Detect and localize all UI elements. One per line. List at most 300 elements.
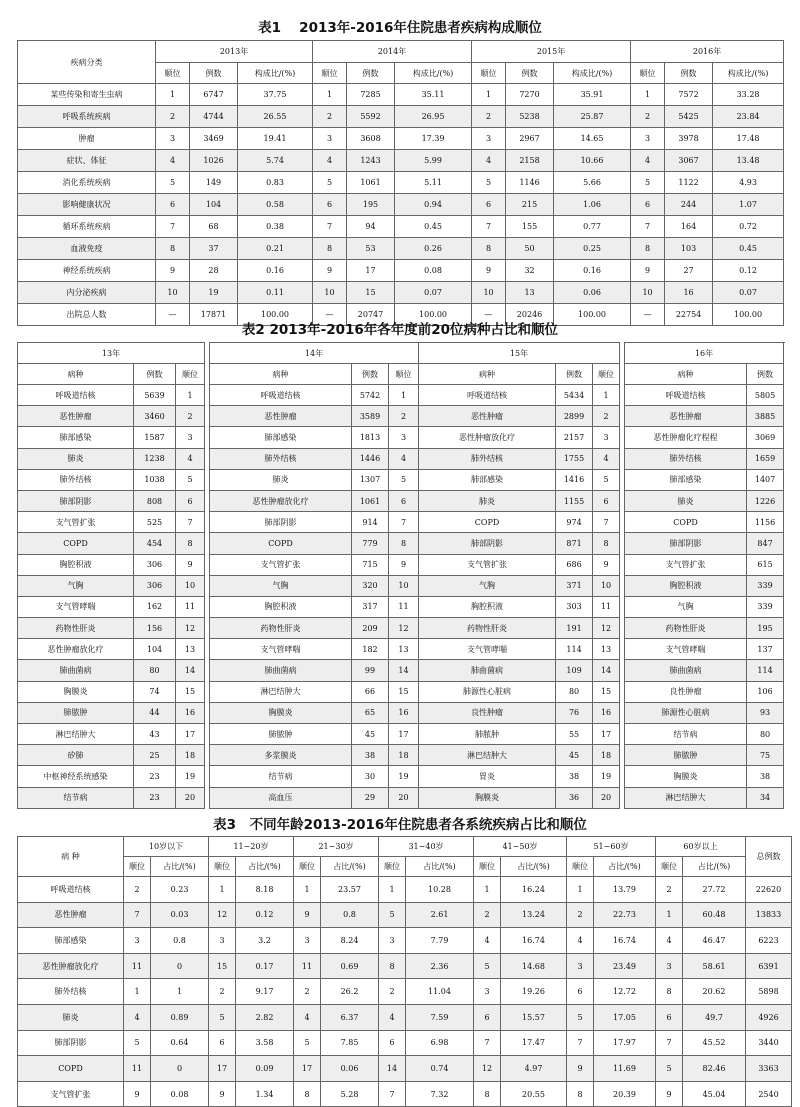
sub-header: 顺位 — [209, 857, 236, 877]
value-cell: 109 — [556, 660, 593, 681]
value-cell: 20 — [593, 787, 620, 808]
value-cell: 339 — [747, 596, 784, 617]
value-cell: 1146 — [506, 172, 554, 194]
value-cell: 0.74 — [406, 1056, 474, 1082]
value-cell: 49.7 — [683, 1004, 746, 1030]
value-cell: 10 — [593, 575, 620, 596]
disease-cell: 肺部感染 — [18, 427, 134, 448]
value-cell: 17.39 — [395, 128, 472, 150]
value-cell: 10.28 — [406, 877, 474, 903]
value-cell: 23.49 — [594, 953, 656, 979]
value-cell: 20 — [389, 787, 419, 808]
value-cell: 7 — [567, 1030, 594, 1056]
value-cell: 4926 — [746, 1004, 792, 1030]
value-cell: 2 — [379, 979, 406, 1005]
value-cell: 8 — [156, 238, 190, 260]
value-cell: 0.58 — [238, 194, 313, 216]
value-cell: 9 — [389, 554, 419, 575]
value-cell: 18 — [389, 745, 419, 766]
value-cell: 0.16 — [238, 260, 313, 282]
value-cell: 17.47 — [501, 1030, 567, 1056]
value-cell: 8.24 — [321, 928, 379, 954]
value-cell: 1 — [313, 84, 347, 106]
value-cell: 0.8 — [151, 928, 209, 954]
value-cell: 2 — [567, 902, 594, 928]
value-cell: 103 — [665, 238, 713, 260]
value-cell: 5 — [313, 172, 347, 194]
value-cell: 14 — [389, 660, 419, 681]
value-cell: 0.72 — [713, 216, 784, 238]
disease-cell: 支气管哮喘 — [18, 596, 134, 617]
value-cell: 0.38 — [238, 216, 313, 238]
value-cell: 12 — [389, 618, 419, 639]
table-row — [18, 1030, 792, 1056]
value-cell: 19.26 — [501, 979, 567, 1005]
value-cell: 5 — [294, 1030, 321, 1056]
value-cell: 2158 — [506, 150, 554, 172]
table-row — [18, 150, 784, 172]
value-cell: 2 — [656, 877, 683, 903]
value-cell: 9 — [209, 1081, 236, 1107]
value-cell: 4 — [389, 448, 419, 469]
disease-cell: 胸腔积液 — [18, 554, 134, 575]
value-cell: 38 — [747, 766, 784, 787]
disease-cell: 肺曲菌病 — [625, 660, 747, 681]
disease-cell: 呼吸道结核 — [210, 385, 352, 406]
value-cell: 5 — [156, 172, 190, 194]
value-cell: 7 — [313, 216, 347, 238]
value-cell: — — [472, 304, 506, 326]
value-cell: 16.24 — [501, 877, 567, 903]
value-cell: 8 — [567, 1081, 594, 1107]
disease-cell: 肺曲菌病 — [419, 660, 556, 681]
value-cell: 19 — [190, 282, 238, 304]
age-group-header: 21~30岁 — [294, 837, 379, 857]
value-cell: 9 — [472, 260, 506, 282]
value-cell: 11 — [593, 596, 620, 617]
value-cell: 22754 — [665, 304, 713, 326]
value-cell: 27.72 — [683, 877, 746, 903]
table-row — [18, 172, 784, 194]
disease-cell: 胸膜炎 — [419, 787, 556, 808]
value-cell: 6 — [474, 1004, 501, 1030]
category-cell: 出院总人数 — [18, 304, 156, 326]
disease-cell: 肺源性心脏病 — [625, 702, 747, 723]
disease-cell: 气胸 — [419, 575, 556, 596]
value-cell: 5 — [124, 1030, 151, 1056]
sub-header: 病种 — [625, 364, 747, 385]
table-row — [18, 216, 784, 238]
value-cell: 3.58 — [236, 1030, 294, 1056]
value-cell: 4 — [567, 928, 594, 954]
value-cell: 25 — [134, 745, 176, 766]
disease-cell: 恶性肿瘤化疗程程 — [625, 427, 747, 448]
value-cell: 82.46 — [683, 1056, 746, 1082]
value-cell: 11 — [176, 596, 205, 617]
value-cell: 9.17 — [236, 979, 294, 1005]
value-cell: 371 — [556, 575, 593, 596]
value-cell: 6391 — [746, 953, 792, 979]
value-cell: 17 — [294, 1056, 321, 1082]
value-cell: 15 — [389, 681, 419, 702]
value-cell: 2899 — [556, 406, 593, 427]
value-cell: — — [313, 304, 347, 326]
value-cell: 7 — [656, 1030, 683, 1056]
disease-cell: 肺炎 — [18, 448, 134, 469]
value-cell: 7 — [472, 216, 506, 238]
disease-cell: 恶性肿瘤 — [210, 406, 352, 427]
value-cell: 65 — [352, 702, 389, 723]
value-cell: 9 — [593, 554, 620, 575]
value-cell: 17 — [389, 724, 419, 745]
value-cell: 3 — [472, 128, 506, 150]
table-row — [18, 660, 784, 681]
table-row — [18, 448, 784, 469]
sub-header: 顺位 — [593, 364, 620, 385]
value-cell: 209 — [352, 618, 389, 639]
value-cell: 6 — [631, 194, 665, 216]
value-cell: 66 — [352, 681, 389, 702]
value-cell: 5.74 — [238, 150, 313, 172]
value-cell: 34 — [747, 787, 784, 808]
value-cell: 164 — [665, 216, 713, 238]
value-cell: 0.45 — [713, 238, 784, 260]
value-cell: 3 — [389, 427, 419, 448]
value-cell: 43 — [134, 724, 176, 745]
value-cell: 3978 — [665, 128, 713, 150]
value-cell: 2 — [176, 406, 205, 427]
value-cell: 50 — [506, 238, 554, 260]
value-cell: 1026 — [190, 150, 238, 172]
value-cell: 14 — [176, 660, 205, 681]
table2-caption: 表2 2013年-2016年各年度前20位病种占比和顺位 — [0, 321, 800, 339]
value-cell: 5 — [631, 172, 665, 194]
sub-header: 病种 — [18, 364, 134, 385]
value-cell: 0.89 — [151, 1004, 209, 1030]
sub-header: 顺位 — [631, 63, 665, 84]
value-cell: 974 — [556, 512, 593, 533]
value-cell: 10 — [156, 282, 190, 304]
value-cell: 0.17 — [236, 953, 294, 979]
value-cell: 17 — [176, 724, 205, 745]
value-cell: 14 — [593, 660, 620, 681]
value-cell: 9 — [656, 1081, 683, 1107]
value-cell: 80 — [556, 681, 593, 702]
disease-cell: 肺部阴影 — [210, 512, 352, 533]
value-cell: 28 — [190, 260, 238, 282]
sub-header: 占比/(%) — [594, 857, 656, 877]
value-cell: 1.34 — [236, 1081, 294, 1107]
disease-cell: 肺部感染 — [210, 427, 352, 448]
value-cell: 0.64 — [151, 1030, 209, 1056]
age-group-header: 51~60岁 — [567, 837, 656, 857]
value-cell: 5805 — [747, 385, 784, 406]
value-cell: 1 — [209, 877, 236, 903]
disease-cell: 支气管扩张 — [18, 1081, 124, 1107]
age-group-header: 41~50岁 — [474, 837, 567, 857]
value-cell: 16 — [176, 702, 205, 723]
sub-header: 占比/(%) — [683, 857, 746, 877]
disease-cell: 肺部阴影 — [419, 533, 556, 554]
value-cell: 13 — [176, 639, 205, 660]
value-cell: 2 — [209, 979, 236, 1005]
value-cell: 16.74 — [594, 928, 656, 954]
value-cell: 55 — [556, 724, 593, 745]
value-cell: 6 — [656, 1004, 683, 1030]
value-cell: 6 — [176, 490, 205, 511]
value-cell: 3885 — [747, 406, 784, 427]
value-cell: 2 — [294, 979, 321, 1005]
value-cell: 14.65 — [554, 128, 631, 150]
category-cell: 神经系统疾病 — [18, 260, 156, 282]
value-cell: 100.00 — [395, 304, 472, 326]
value-cell: 17 — [209, 1056, 236, 1082]
disease-cell: 矽肺 — [18, 745, 134, 766]
disease-cell: 肺外结核 — [210, 448, 352, 469]
value-cell: 137 — [747, 639, 784, 660]
value-cell: 100.00 — [713, 304, 784, 326]
value-cell: 3 — [593, 427, 620, 448]
value-cell: 1.06 — [554, 194, 631, 216]
value-cell: 106 — [747, 681, 784, 702]
disease-cell: 淋巴结肿大 — [18, 724, 134, 745]
value-cell: 13 — [389, 639, 419, 660]
value-cell: 1 — [151, 979, 209, 1005]
value-cell: 4 — [379, 1004, 406, 1030]
disease-cell: 结节病 — [18, 787, 134, 808]
disease-cell: 药物性肝炎 — [18, 618, 134, 639]
value-cell: 11 — [389, 596, 419, 617]
category-header: 疾病分类 — [18, 41, 156, 84]
sub-header: 占比/(%) — [151, 857, 209, 877]
value-cell: 4 — [631, 150, 665, 172]
value-cell: 191 — [556, 618, 593, 639]
year-header: 2013年 — [156, 41, 313, 63]
disease-cell: 恶性肿瘤 — [18, 406, 134, 427]
value-cell: 1 — [656, 902, 683, 928]
value-cell: 93 — [747, 702, 784, 723]
value-cell: 8 — [656, 979, 683, 1005]
value-cell: 195 — [747, 618, 784, 639]
value-cell: 1122 — [665, 172, 713, 194]
total-header: 总例数 — [746, 837, 792, 877]
disease-cell: 呼吸道结核 — [18, 385, 134, 406]
value-cell: 17.48 — [713, 128, 784, 150]
disease-cell: 肺炎 — [625, 490, 747, 511]
value-cell: 1 — [631, 84, 665, 106]
value-cell: 1446 — [352, 448, 389, 469]
value-cell: 4 — [124, 1004, 151, 1030]
disease-cell: 中枢神经系统感染 — [18, 766, 134, 787]
disease-cell: COPD — [210, 533, 352, 554]
value-cell: 100.00 — [554, 304, 631, 326]
table-row — [18, 575, 784, 596]
value-cell: 18 — [593, 745, 620, 766]
disease-cell: 药物性肝炎 — [210, 618, 352, 639]
disease-cell: 恶性肿瘤放化疗 — [18, 953, 124, 979]
value-cell: 5.11 — [395, 172, 472, 194]
value-cell: 5.66 — [554, 172, 631, 194]
value-cell: 6223 — [746, 928, 792, 954]
disease-cell: 肺部感染 — [18, 928, 124, 954]
disease-cell: 肺部阴影 — [18, 1030, 124, 1056]
value-cell: 8 — [389, 533, 419, 554]
value-cell: 320 — [352, 575, 389, 596]
value-cell: 26.2 — [321, 979, 379, 1005]
value-cell: 6.37 — [321, 1004, 379, 1030]
value-cell: 3 — [294, 928, 321, 954]
disease-cell: 呼吸道结核 — [419, 385, 556, 406]
value-cell: 1 — [567, 877, 594, 903]
value-cell: 6 — [389, 490, 419, 511]
value-cell: 454 — [134, 533, 176, 554]
category-cell: 呼吸系统疾病 — [18, 106, 156, 128]
value-cell: 15.57 — [501, 1004, 567, 1030]
value-cell: 14 — [379, 1056, 406, 1082]
sub-header: 构成比/(%) — [395, 63, 472, 84]
category-cell: 症状、体征 — [18, 150, 156, 172]
value-cell: 686 — [556, 554, 593, 575]
value-cell: 7 — [379, 1081, 406, 1107]
disease-cell: 高血压 — [210, 787, 352, 808]
value-cell: 5 — [593, 469, 620, 490]
value-cell: 5 — [472, 172, 506, 194]
value-cell: 0.11 — [238, 282, 313, 304]
value-cell: 1 — [472, 84, 506, 106]
value-cell: 17 — [347, 260, 395, 282]
sub-header: 顺位 — [379, 857, 406, 877]
value-cell: 1061 — [352, 490, 389, 511]
sub-header: 顺位 — [176, 364, 205, 385]
value-cell: 27 — [665, 260, 713, 282]
value-cell: 3440 — [746, 1030, 792, 1056]
value-cell: 14.68 — [501, 953, 567, 979]
top20-diseases-table — [17, 342, 784, 809]
disease-cell: 肺脓肿 — [210, 724, 352, 745]
value-cell: 94 — [347, 216, 395, 238]
sub-header: 占比/(%) — [501, 857, 567, 877]
value-cell: 29 — [352, 787, 389, 808]
value-cell: 7270 — [506, 84, 554, 106]
disease-cell: 结节病 — [210, 766, 352, 787]
value-cell: 5434 — [556, 385, 593, 406]
value-cell: 4 — [593, 448, 620, 469]
table-row — [18, 596, 784, 617]
value-cell: 17871 — [190, 304, 238, 326]
value-cell: 1061 — [347, 172, 395, 194]
value-cell: 0.12 — [713, 260, 784, 282]
category-cell: 内分泌疾病 — [18, 282, 156, 304]
value-cell: — — [156, 304, 190, 326]
year-header: 14年 — [210, 343, 419, 364]
category-cell: 循环系统疾病 — [18, 216, 156, 238]
value-cell: 7 — [156, 216, 190, 238]
value-cell: 6 — [472, 194, 506, 216]
value-cell: 162 — [134, 596, 176, 617]
age-group-header: 11~20岁 — [209, 837, 294, 857]
table-row — [18, 106, 784, 128]
value-cell: 5 — [379, 902, 406, 928]
value-cell: 10 — [313, 282, 347, 304]
value-cell: 6 — [593, 490, 620, 511]
sub-header: 顺位 — [567, 857, 594, 877]
value-cell: 12 — [209, 902, 236, 928]
disease-cell: 肺外结核 — [18, 979, 124, 1005]
value-cell: 20747 — [347, 304, 395, 326]
value-cell: 3 — [156, 128, 190, 150]
disease-cell: COPD — [625, 512, 747, 533]
disease-cell: 肺脓肿 — [18, 702, 134, 723]
value-cell: 15 — [209, 953, 236, 979]
sub-header: 构成比/(%) — [713, 63, 784, 84]
value-cell: 37.75 — [238, 84, 313, 106]
value-cell: 35.91 — [554, 84, 631, 106]
disease-composition-table — [17, 40, 784, 326]
disease-cell: 肺外结核 — [625, 448, 747, 469]
table-row — [18, 469, 784, 490]
value-cell: 0.45 — [395, 216, 472, 238]
value-cell: 7285 — [347, 84, 395, 106]
value-cell: 5 — [209, 1004, 236, 1030]
year-header: 2015年 — [472, 41, 631, 63]
table-row — [18, 787, 784, 808]
value-cell: 100.00 — [238, 304, 313, 326]
value-cell: 35.11 — [395, 84, 472, 106]
value-cell: 20246 — [506, 304, 554, 326]
disease-cell: 胸膜炎 — [625, 766, 747, 787]
value-cell: 0.12 — [236, 902, 294, 928]
value-cell: 0.21 — [238, 238, 313, 260]
value-cell: 9 — [124, 1081, 151, 1107]
value-cell: 8 — [472, 238, 506, 260]
value-cell: 4 — [294, 1004, 321, 1030]
value-cell: 0.83 — [238, 172, 313, 194]
sub-header: 例数 — [134, 364, 176, 385]
value-cell: 8 — [593, 533, 620, 554]
value-cell: 17 — [593, 724, 620, 745]
table-row — [18, 979, 792, 1005]
sub-header: 顺位 — [472, 63, 506, 84]
table-row — [18, 724, 784, 745]
value-cell: 3469 — [190, 128, 238, 150]
value-cell: 4 — [472, 150, 506, 172]
disease-cell: 胸腔积液 — [625, 575, 747, 596]
value-cell: 5 — [474, 953, 501, 979]
disease-cell: COPD — [18, 1056, 124, 1082]
value-cell: 23 — [134, 787, 176, 808]
value-cell: 12 — [593, 618, 620, 639]
value-cell: 32 — [506, 260, 554, 282]
value-cell: 1307 — [352, 469, 389, 490]
sub-header: 顺位 — [294, 857, 321, 877]
disease-cell: 气胸 — [18, 575, 134, 596]
table-row — [18, 427, 784, 448]
value-cell: 0.94 — [395, 194, 472, 216]
table-row — [18, 282, 784, 304]
disease-cell: 胸膜炎 — [210, 702, 352, 723]
value-cell: 2 — [593, 406, 620, 427]
value-cell: 45 — [556, 745, 593, 766]
value-cell: 4 — [656, 928, 683, 954]
value-cell: 20.55 — [501, 1081, 567, 1107]
value-cell: 5639 — [134, 385, 176, 406]
value-cell: 3 — [176, 427, 205, 448]
value-cell: 3589 — [352, 406, 389, 427]
disease-header: 病 种 — [18, 837, 124, 877]
value-cell: 15 — [176, 681, 205, 702]
value-cell: 1155 — [556, 490, 593, 511]
value-cell: 7 — [631, 216, 665, 238]
